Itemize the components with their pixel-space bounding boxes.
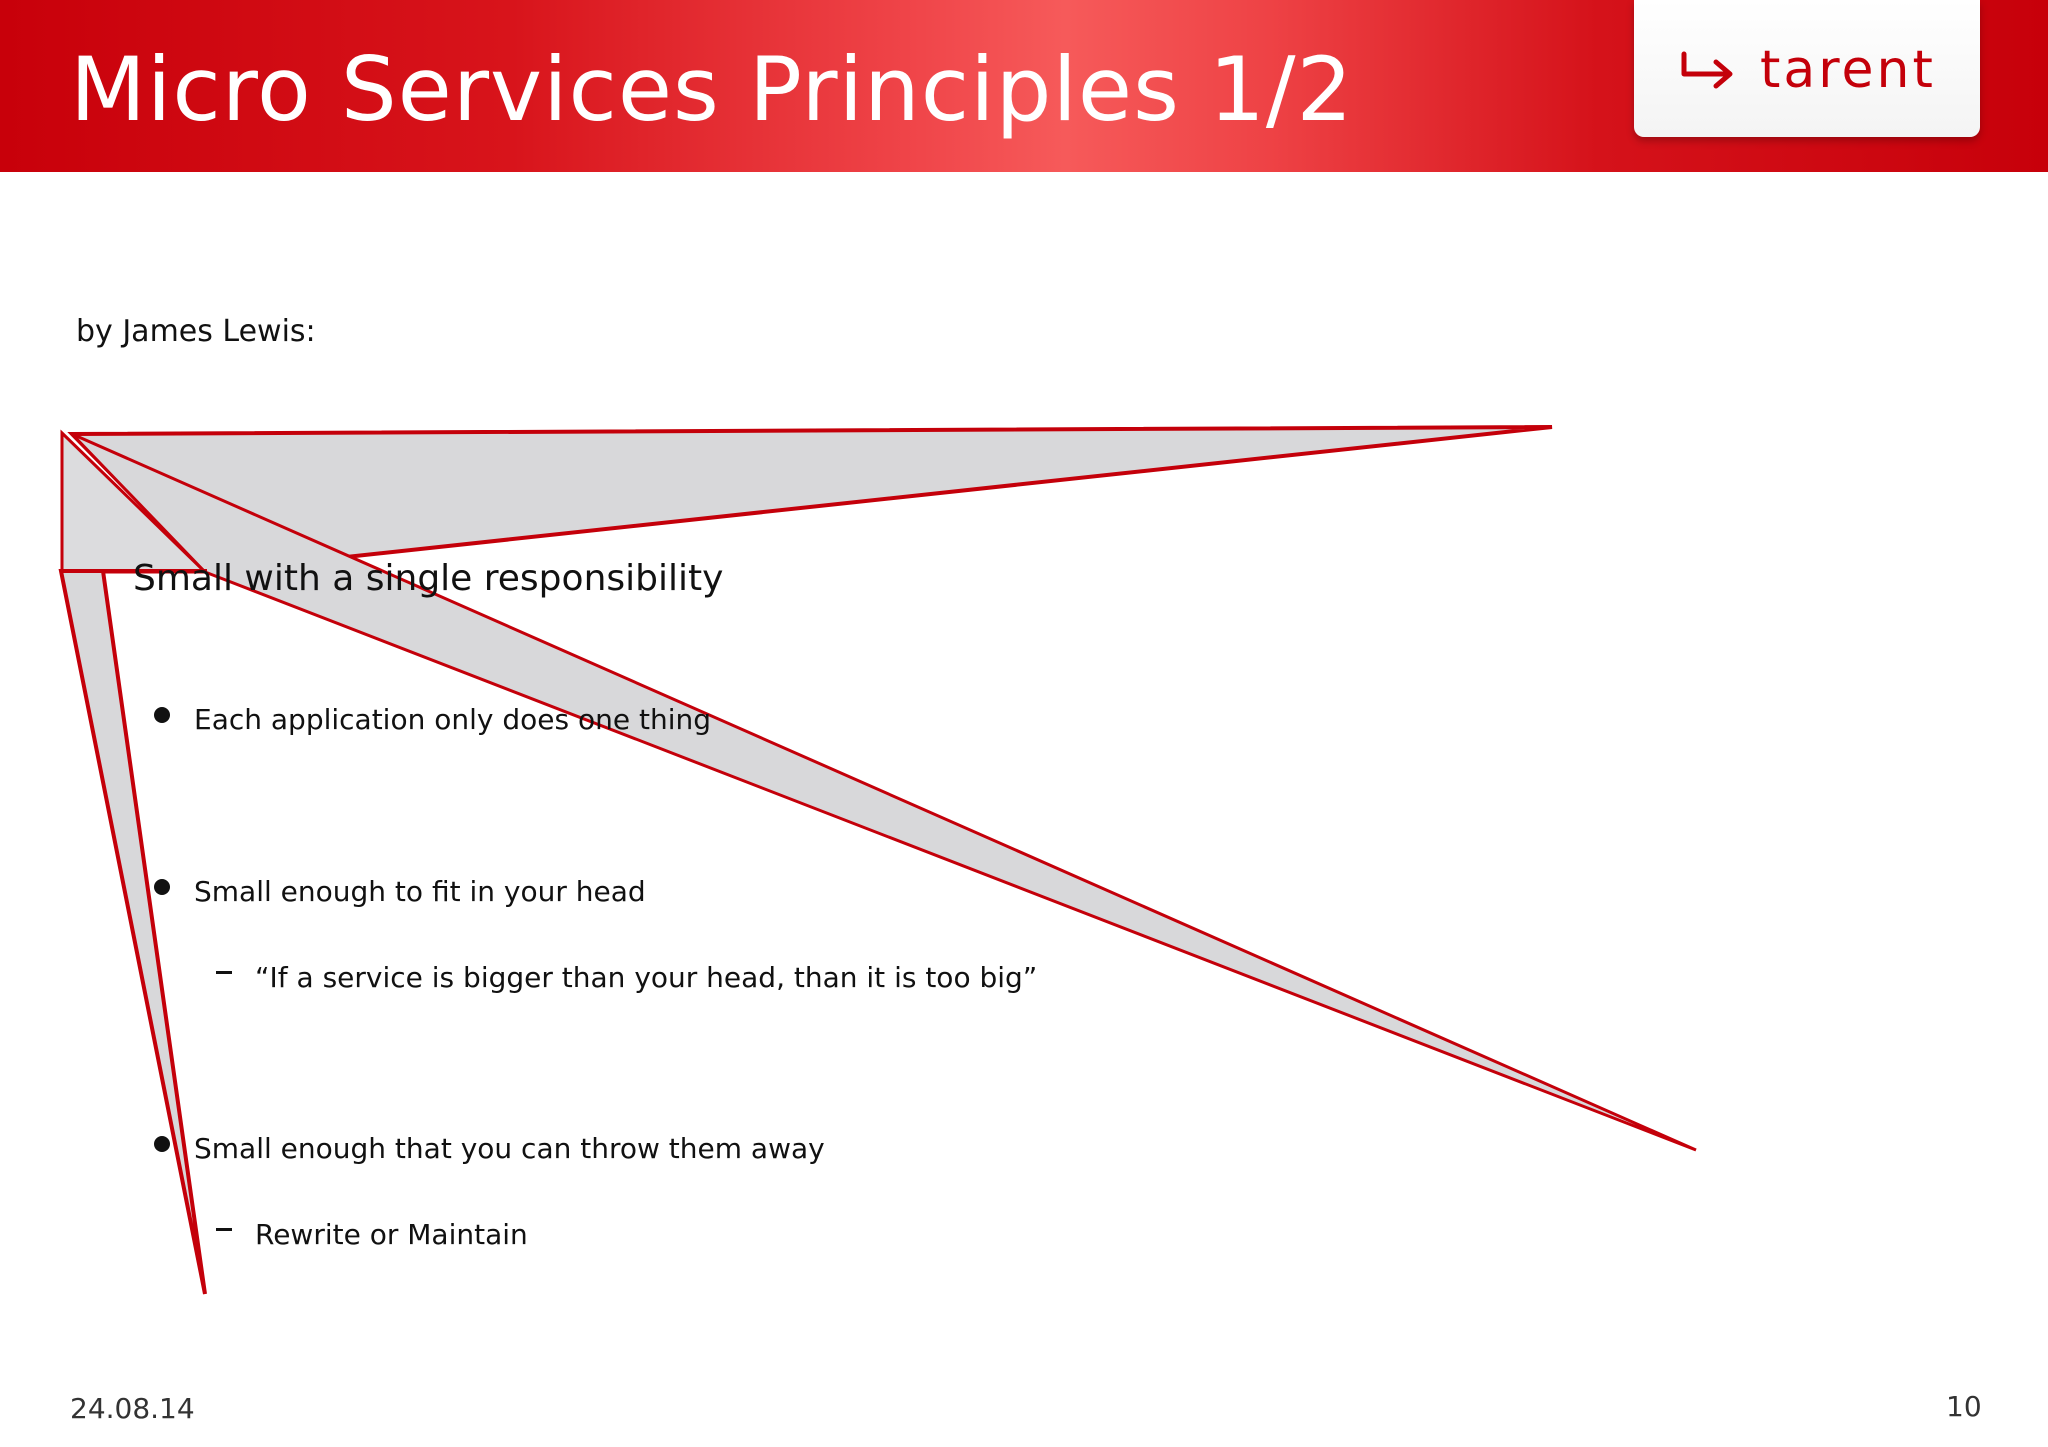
bullet-dot: [154, 707, 170, 723]
slide-number: 10: [1946, 1390, 1982, 1423]
callout-triangle-vertical: [61, 571, 205, 1294]
list-item: Each application only does one thing: [194, 703, 712, 736]
sub-list-item: “If a service is bigger than your head, than it is too big”: [255, 961, 1038, 994]
slide-title: Micro Services Principles 1/2: [70, 38, 1354, 141]
logo-text: tarent: [1760, 40, 1936, 100]
slide-date: 24.08.14: [70, 1392, 195, 1425]
author-line: by James Lewis:: [76, 314, 316, 349]
callout-triangle-diagonal: [72, 434, 1696, 1150]
sub-bullet-dash: [216, 971, 232, 974]
bullet-dot: [154, 1136, 170, 1152]
list-item: Small enough that you can throw them away: [194, 1132, 825, 1165]
sub-list-item: Rewrite or Maintain: [255, 1218, 528, 1251]
section-heading: Small with a single responsibility: [133, 558, 724, 599]
sub-bullet-dash: [216, 1228, 232, 1231]
list-item: Small enough to fit in your head: [194, 875, 646, 908]
bullet-dot: [154, 879, 170, 895]
